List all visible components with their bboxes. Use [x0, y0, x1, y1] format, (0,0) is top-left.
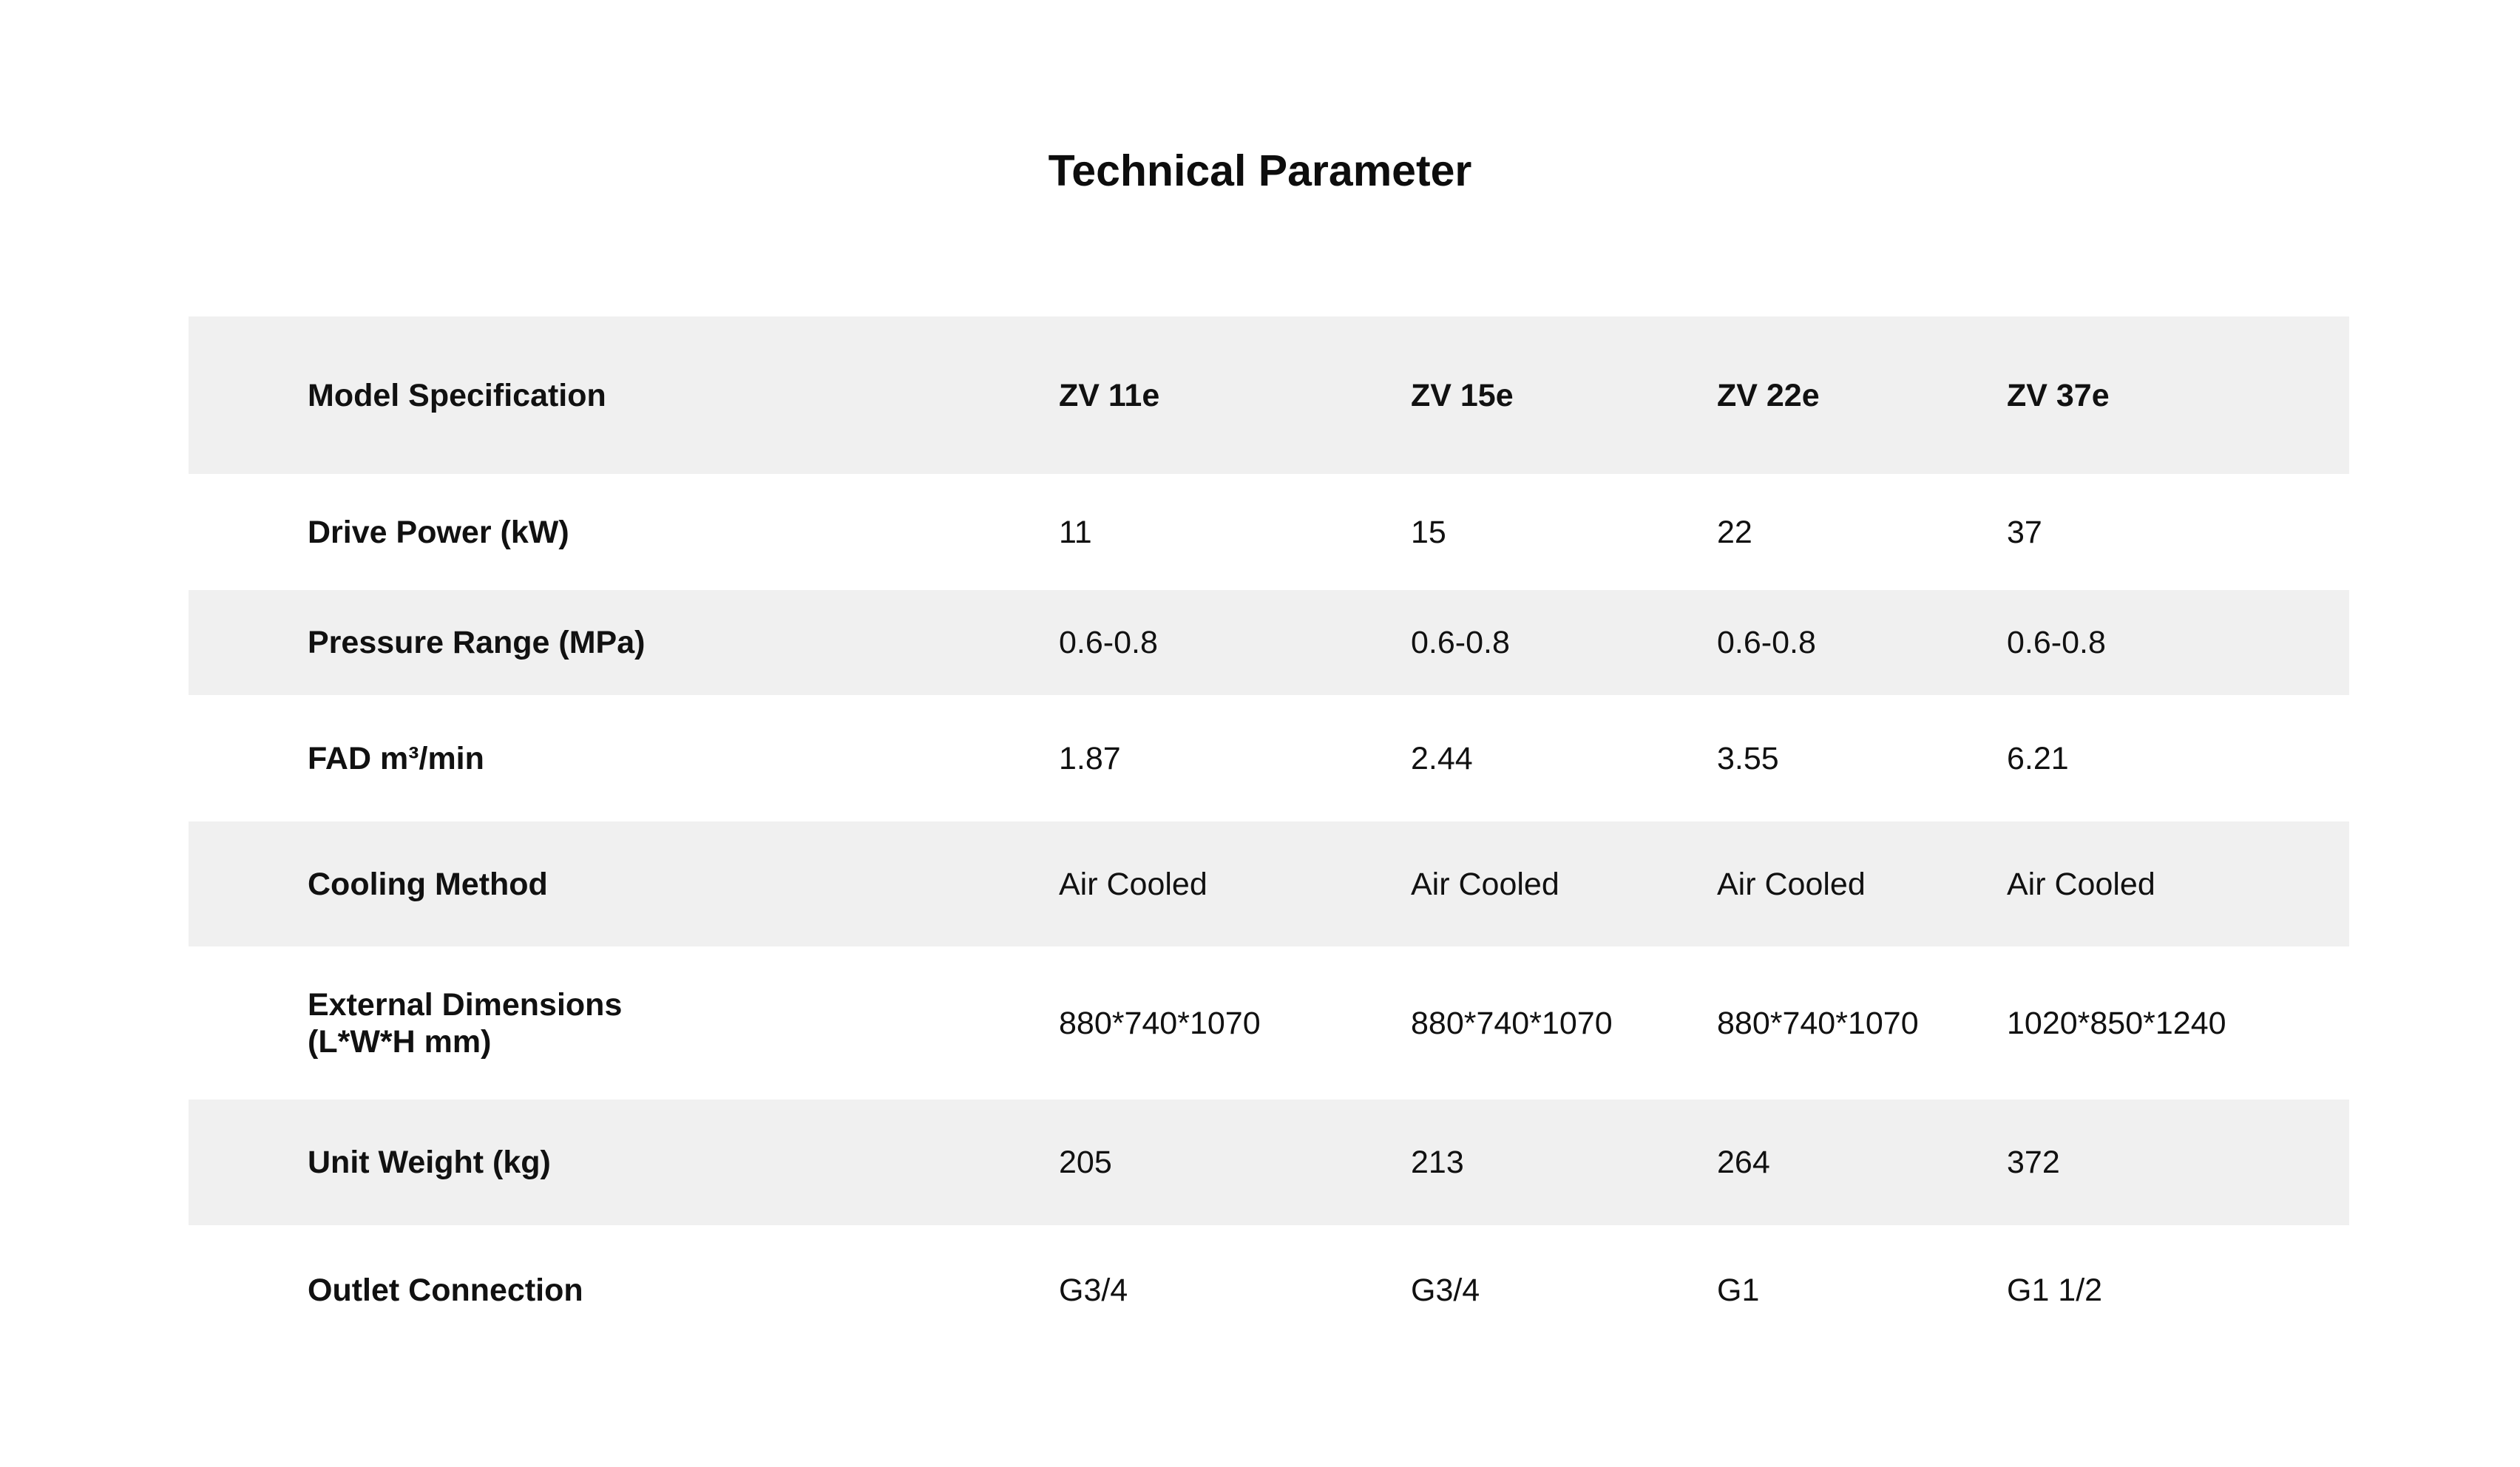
row-label: FAD m³/min: [308, 740, 484, 776]
row-label: Unit Weight (kg): [308, 1145, 551, 1180]
table-row: [189, 590, 2349, 695]
row-label: Cooling Method: [308, 866, 548, 902]
table-row: [189, 946, 2349, 1100]
table-row: [189, 1100, 2349, 1225]
row-value: 205: [1059, 1145, 1112, 1180]
row-value: 880*740*1070: [1717, 1005, 1919, 1041]
row-value: 0.6-0.8: [1059, 625, 1158, 660]
row-value: Air Cooled: [1059, 866, 1208, 902]
row-value: 0.6-0.8: [2007, 625, 2106, 660]
table-header-row: [189, 316, 2349, 474]
row-value: G3/4: [1059, 1272, 1128, 1308]
row-label-line-2: (L*W*H mm): [308, 1023, 492, 1060]
row-value: 213: [1411, 1145, 1464, 1180]
row-value: 11: [1059, 514, 1092, 550]
header-label: Model Specification: [308, 377, 606, 413]
row-value: 15: [1411, 514, 1446, 550]
row-value: G3/4: [1411, 1272, 1480, 1308]
table-row: [189, 695, 2349, 821]
table-row: [189, 821, 2349, 946]
row-label-line-1: External Dimensions: [308, 986, 623, 1023]
row-value: 880*740*1070: [1411, 1005, 1613, 1041]
header-model-3: ZV 22e: [1717, 377, 1820, 413]
row-value: Air Cooled: [2007, 866, 2155, 902]
row-value: 2.44: [1411, 740, 1473, 776]
row-value: 1.87: [1059, 740, 1121, 776]
row-value: Air Cooled: [1717, 866, 1866, 902]
row-label: [308, 986, 973, 1060]
row-value: 264: [1717, 1145, 1770, 1180]
row-value: G1: [1717, 1272, 1760, 1308]
row-value: 22: [1717, 514, 1752, 550]
header-model-4: ZV 37e: [2007, 377, 2110, 413]
header-model-1: ZV 11e: [1059, 377, 1160, 413]
row-value: 6.21: [2007, 740, 2069, 776]
row-value: 3.55: [1717, 740, 1779, 776]
row-value: G1 1/2: [2007, 1272, 2103, 1308]
row-value: 1020*850*1240: [2007, 1005, 2226, 1041]
row-value: 0.6-0.8: [1717, 625, 1816, 660]
table-row: [189, 474, 2349, 590]
row-label: Pressure Range (MPa): [308, 625, 646, 660]
row-value: Air Cooled: [1411, 866, 1559, 902]
row-value: 0.6-0.8: [1411, 625, 1510, 660]
spec-table: [189, 316, 2349, 1355]
row-label: Outlet Connection: [308, 1272, 583, 1308]
row-value: 37: [2007, 514, 2042, 550]
row-value: 372: [2007, 1145, 2060, 1180]
row-label: Drive Power (kW): [308, 514, 569, 550]
table-row: [189, 1225, 2349, 1355]
page-title: Technical Parameter: [1048, 146, 1472, 195]
row-value: 880*740*1070: [1059, 1005, 1261, 1041]
header-model-2: ZV 15e: [1411, 377, 1514, 413]
